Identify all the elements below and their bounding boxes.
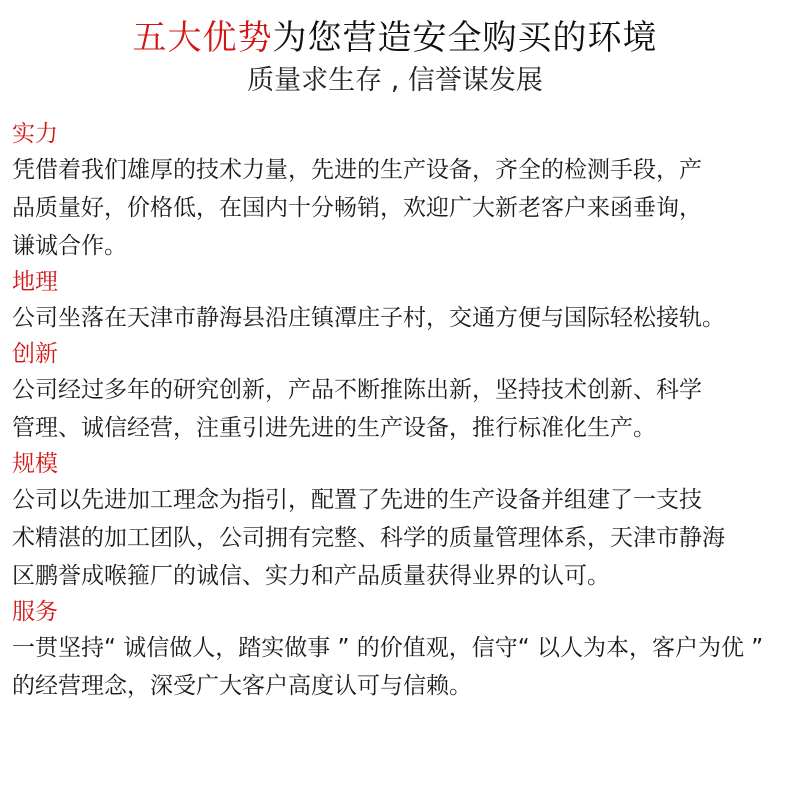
- page-subtitle: 质量求生存 , 信誉谋发展: [247, 65, 543, 96]
- section-innovation: [12, 337, 782, 447]
- section-line: 区鹏誉成喉箍厂的诚信、实力和产品质量获得业界的认可。: [12, 563, 610, 589]
- section-line: 管理、诚信经营，注重引进先进的生产设备，推行标准化生产。: [12, 415, 656, 441]
- title-highlight: 五大优势: [132, 18, 273, 58]
- section-body: [12, 629, 782, 705]
- section-scale: [12, 447, 782, 595]
- section-heading: 地理: [12, 269, 58, 295]
- section-strength: [12, 117, 782, 265]
- section-body: [12, 481, 782, 595]
- advantages-list: [12, 117, 782, 705]
- section-location: [12, 265, 782, 337]
- section-heading: 服务: [12, 599, 58, 625]
- section-body: [12, 151, 782, 265]
- section-line: 一贯坚持“ 诚信做人，踏实做事 ” 的价值观，信守“ 以人为本，客户为优 ”: [12, 635, 764, 661]
- section-body: [12, 299, 782, 337]
- section-body: [12, 371, 782, 447]
- section-service: [12, 595, 782, 705]
- section-line: 公司坐落在天津市静海县沿庄镇潭庄子村，交通方便与国际轻松接轨。: [12, 305, 725, 331]
- section-line: 术精湛的加工团队，公司拥有完整、科学的质量管理体系，天津市静海: [12, 525, 725, 551]
- title-rest: 为您营造安全购买的环境: [272, 18, 658, 58]
- section-line: 公司以先进加工理念为指引，配置了先进的生产设备并组建了一支技: [12, 487, 702, 513]
- section-line: 品质量好，价格低，在国内十分畅销，欢迎广大新老客户来函垂询，: [12, 195, 702, 221]
- section-line: 的经营理念，深受广大客户高度认可与信赖。: [12, 673, 472, 699]
- section-heading: 规模: [12, 451, 58, 477]
- section-heading: 实力: [12, 121, 58, 147]
- section-heading: 创新: [12, 341, 58, 367]
- section-line: 公司经过多年的研究创新，产品不断推陈出新，坚持技术创新、科学: [12, 377, 702, 403]
- section-line: 凭借着我们雄厚的技术力量，先进的生产设备，齐全的检测手段，产: [12, 157, 702, 183]
- page-title: [0, 14, 790, 62]
- section-line: 谦诚合作。: [12, 233, 127, 259]
